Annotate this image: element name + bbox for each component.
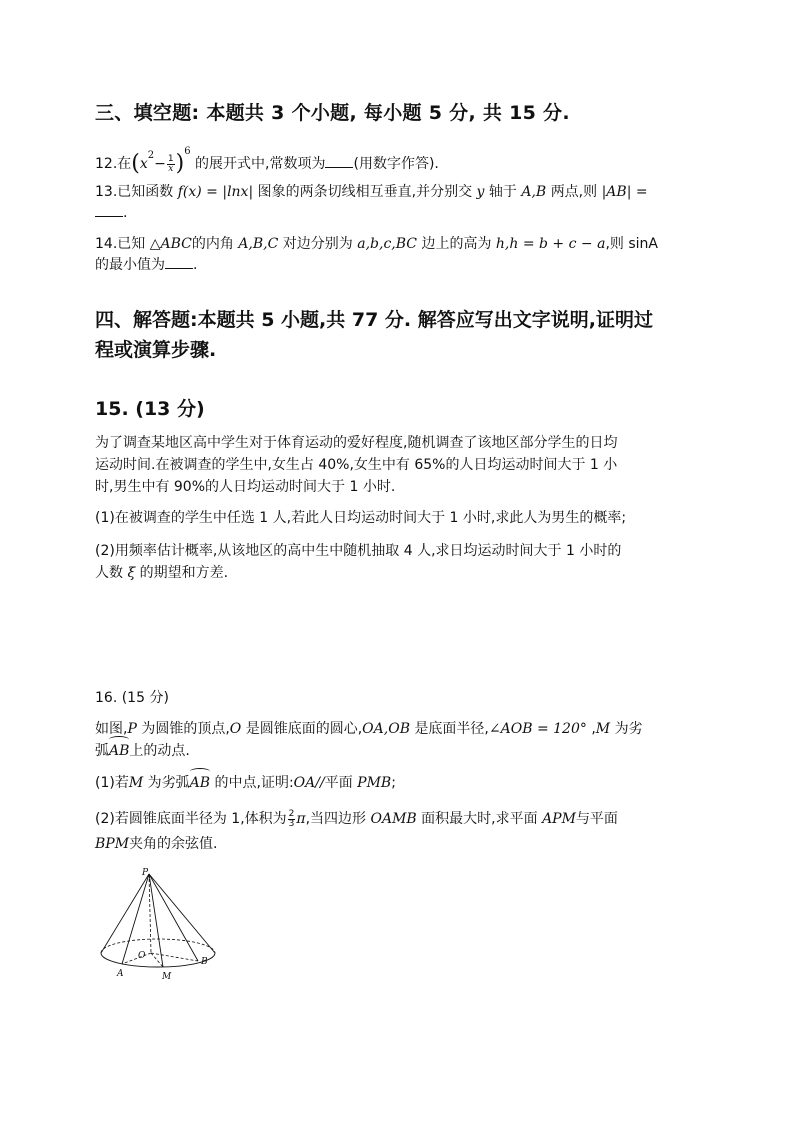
q14-h: h,h = b + c − a <box>495 236 606 252</box>
label-M: M <box>162 972 172 982</box>
label-O: O <box>138 951 146 961</box>
q16-O: O <box>229 721 242 737</box>
q16-P: P <box>127 721 137 737</box>
q13-text3: 两点,则 <box>550 184 598 200</box>
q13-func: f(x) = |lnx| <box>177 184 254 200</box>
q16-s1e: 平面 <box>324 775 353 791</box>
line-OB <box>151 953 198 961</box>
q13-text1: 图象的两条切线相互垂直,并分别交 <box>257 184 473 200</box>
q16-M: M <box>595 721 611 737</box>
q16-sub1 <box>95 772 396 794</box>
q15-s2-text-a: 人数 <box>95 565 123 581</box>
q13-axis: y <box>476 184 485 200</box>
q16-para-line1 <box>95 718 643 740</box>
cone-figure <box>95 866 220 986</box>
q12-suffix: (用数字作答). <box>353 156 439 172</box>
q12-answer-blank[interactable] <box>325 155 353 168</box>
question-14-line1 <box>95 233 658 255</box>
q15-xi: ξ <box>127 565 136 581</box>
q16-s1a: (1)若 <box>95 775 129 791</box>
q14-triangle: △ABC <box>149 236 192 252</box>
q13-points: A,B <box>521 184 547 200</box>
q16-s1M: M <box>128 775 144 791</box>
cone-edge-left <box>101 874 149 953</box>
q13-prefix: 13.已知函数 <box>95 184 174 200</box>
q16-APM: APM <box>542 811 576 827</box>
q12-fraction <box>167 155 175 174</box>
q16-angle: ∠AOB = 120° <box>488 721 587 737</box>
q16-s1d: OA// <box>293 775 325 791</box>
label-A: A <box>117 969 124 979</box>
q13-answer-blank[interactable] <box>95 204 123 217</box>
q15-para-line1: 为了调查某地区高中学生对于体育运动的爱好程度,随机调查了该地区部分学生的日均 <box>95 435 618 451</box>
q16-p1b: 为圆锥的顶点, <box>141 721 230 737</box>
q16-p2a: 弧 <box>95 743 109 759</box>
q15-s2-text-b: 的期望和方差. <box>139 565 229 581</box>
q14-t2: 对边分别为 <box>282 236 353 252</box>
line-OA <box>122 953 151 964</box>
q12-frac-den: x <box>168 163 174 174</box>
q14-t3: 边上的高为 <box>421 236 492 252</box>
cone-base-back-arc <box>101 939 215 953</box>
q14-t1: 的内角 <box>191 236 234 252</box>
q12-exp2: 2 <box>147 150 155 161</box>
q12-close-paren: ) <box>175 151 185 176</box>
q12-x: x <box>139 156 148 172</box>
q16-heading: 16. (15 分) <box>95 690 169 706</box>
q13-suffix: . <box>123 205 128 221</box>
q16-s2c: 面积最大时,求平面 <box>421 811 538 827</box>
q15-para-line2: 运动时间.在被调查的学生中,女生占 40%,女生中有 65%的人日均运动时间大于 1 小 <box>95 457 618 473</box>
q15-sub2-line2 <box>95 562 228 584</box>
q16-sub2-line1 <box>95 808 618 830</box>
q15-sub2-line1: (2)用频率估计概率,从该地区的高中生中随机抽取 4 人,求日均运动时间大于 1 小时的 <box>95 543 622 559</box>
q16-vol-frac <box>288 810 296 829</box>
q14-suffix: . <box>193 257 198 273</box>
q16-s1b: 为劣弧 <box>147 775 190 791</box>
q16-p1a: 如图, <box>95 721 128 737</box>
q16-sub2-line2 <box>95 833 218 855</box>
q16-para-line2 <box>95 740 190 762</box>
section-4-title-line1: 四、解答题:本题共 5 小题,共 77 分. 解答应写出文字说明,证明过 <box>95 309 653 331</box>
q16-s2d: 与平面 <box>575 811 618 827</box>
q16-OAOB: OA,OB <box>362 721 410 737</box>
q12-power: 6 <box>184 146 191 157</box>
q14-angles: A,B,C <box>238 236 279 252</box>
q16-p2b: 上的动点. <box>129 743 190 759</box>
section-4-title-line2: 程或演算步骤. <box>95 339 217 361</box>
q12-prefix: 12.在 <box>95 156 132 172</box>
q14-prefix: 14.已知 <box>95 236 146 252</box>
q16-OAMB: OAMB <box>370 811 417 827</box>
q16-s2b: ,当四边形 <box>305 811 367 827</box>
q16-vol-pi: π <box>296 811 306 827</box>
q13-abs: |AB| = <box>601 184 648 200</box>
q16-s1-arc-AB: AB <box>190 772 210 794</box>
q12-minus: − <box>154 156 166 172</box>
q13-text2: 轴于 <box>488 184 517 200</box>
q15-heading: 15. (13 分) <box>95 398 205 420</box>
q15-sub1: (1)在被调查的学生中任选 1 人,若此人日均运动时间大于 1 小时,求此人为男生的概率; <box>95 510 627 526</box>
question-14-line2 <box>95 254 197 276</box>
q14-t4: ,则 <box>605 236 624 252</box>
q16-p1e: , <box>591 721 596 737</box>
q16-p1d: 是底面半径, <box>414 721 489 737</box>
q15-para-line3: 时,男生中有 90%的人日均运动时间大于 1 小时. <box>95 479 396 495</box>
q12-open-paren: ( <box>131 151 140 176</box>
q14-sin: sinA <box>628 236 658 252</box>
label-P: P <box>142 868 149 878</box>
q16-s1c: 的中点,证明: <box>214 775 294 791</box>
q16-BPM: BPM <box>95 836 130 852</box>
q16-vol-den: 3 <box>288 818 295 829</box>
question-13-line1 <box>95 181 648 203</box>
q12-frac-num: 1 <box>167 153 174 164</box>
question-13-line2 <box>95 202 127 224</box>
q14-line2: 的最小值为 <box>95 257 165 273</box>
q14-answer-blank[interactable] <box>165 256 193 269</box>
q16-p1c: 是圆锥底面的圆心, <box>245 721 363 737</box>
q16-p1f: 为劣 <box>614 721 643 737</box>
q16-s1g: ; <box>391 775 396 791</box>
q16-s1f: PMB <box>357 775 392 791</box>
q14-sides: a,b,c,BC <box>357 236 417 252</box>
q16-vol-num: 2 <box>288 808 295 819</box>
q16-s2e: 夹角的余弦值. <box>129 836 218 852</box>
q16-s2a: (2)若圆锥底面半径为 1,体积为 <box>95 811 287 827</box>
q16-arc-AB: AB <box>109 740 129 762</box>
label-B: B <box>201 957 208 967</box>
q12-text: 的展开式中,常数项为 <box>195 156 326 172</box>
line-PB <box>149 874 198 961</box>
section-3-title: 三、填空题: 本题共 3 个小题, 每小题 5 分, 共 15 分. <box>95 102 570 124</box>
question-12 <box>95 141 439 175</box>
